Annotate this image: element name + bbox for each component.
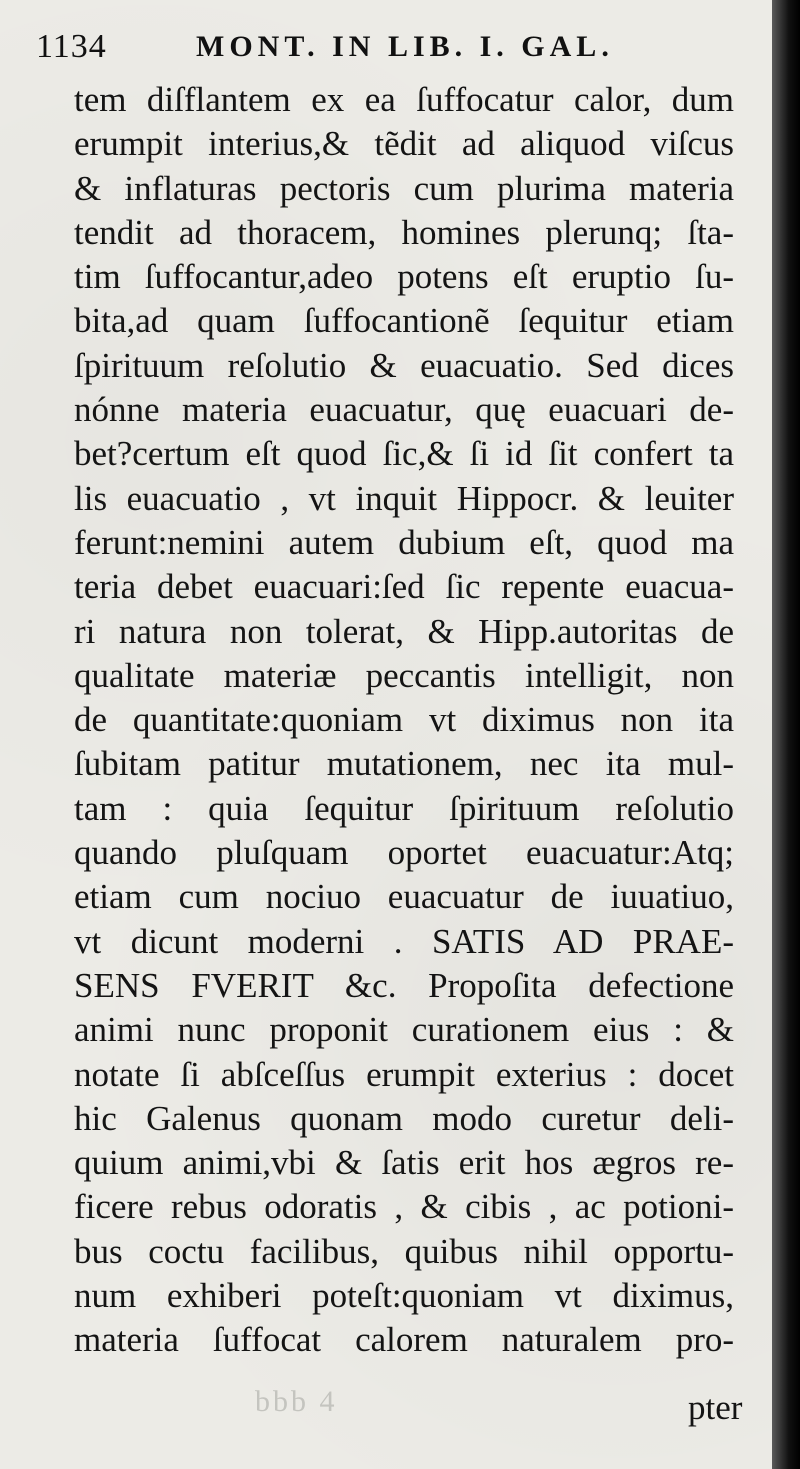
- text-line: ri natura non tolerat, & Hipp.autoritas de: [74, 611, 734, 651]
- text-line: tam : quia ſequitur ſpirituum reſolutio: [74, 788, 734, 828]
- page-edge-shadow: [772, 0, 800, 1469]
- text-line: & inflaturas pectoris cum plurima materia: [74, 168, 734, 208]
- text-line: num exhiberi poteſt:quoniam vt diximus,: [74, 1276, 734, 1316]
- text-line: tem diſflantem ex ea ſuffocatur calor, dum: [74, 80, 734, 119]
- text-line: tendit ad thoracem, homines plerunq; ſta-: [74, 212, 734, 252]
- text-line: quium animi,vbi & ſatis erit hos ægros re-: [74, 1143, 734, 1183]
- catchword: pter: [688, 1388, 743, 1427]
- text-line: de quantitate:quoniam vt diximus non ita: [74, 700, 734, 740]
- text-line: ſubitam patitur mutationem, nec ita mul-: [74, 744, 734, 784]
- text-line: ficere rebus odoratis , & cibis , ac potioni-: [74, 1187, 734, 1227]
- text-line: tim ſuffocantur,adeo potens eſt eruptio ſu-: [74, 257, 734, 297]
- text-line: quando pluſquam oportet euacuatur:Atq;: [74, 833, 734, 873]
- text-line: nónne materia euacuatur, quę euacuari de-: [74, 390, 734, 430]
- text-line: lis euacuatio , vt inquit Hippocr. & leuiter: [74, 478, 734, 518]
- text-line: ſpirituum reſolutio & euacuatio. Sed dices: [74, 345, 734, 385]
- text-line: vt dicunt moderni . SATIS AD PRAE-: [74, 921, 734, 961]
- text-line: bus coctu facilibus, quibus nihil opportu-: [74, 1231, 734, 1271]
- page-number: 1134: [36, 28, 107, 65]
- signature-mark: bbb 4: [255, 1385, 338, 1418]
- text-line: hic Galenus quonam modo curetur deli-: [74, 1098, 734, 1138]
- text-line: notate ſi abſceſſus erumpit exterius : docet: [74, 1054, 734, 1094]
- text-line: animi nunc proponit curationem eius : &: [74, 1010, 734, 1050]
- text-line: teria debet euacuari:ſed ſic repente euacua-: [74, 567, 734, 607]
- text-line: bet?certum eſt quod ſic,& ſi id ſit confert ta: [74, 434, 734, 474]
- text-line: bita,ad quam ſuffocantionẽ ſequitur etiam: [74, 301, 734, 341]
- text-line: etiam cum nociuo euacuatur de iuuatiuo,: [74, 877, 734, 917]
- page-header: [36, 28, 736, 78]
- text-line: erumpit interius,& tẽdit ad aliquod viſcus: [74, 124, 734, 164]
- text-line: SENS FVERIT &c. Propoſita defectione: [74, 965, 734, 1005]
- text-line: qualitate materiæ peccantis intelligit, non: [74, 655, 734, 695]
- text-line: ferunt:nemini autem dubium eſt, quod ma: [74, 522, 734, 562]
- text-line: materia ſuffocat calorem naturalem pro-: [74, 1320, 734, 1360]
- body-text: [74, 78, 734, 1363]
- running-head: MONT. IN LIB. I. GAL.: [196, 30, 614, 63]
